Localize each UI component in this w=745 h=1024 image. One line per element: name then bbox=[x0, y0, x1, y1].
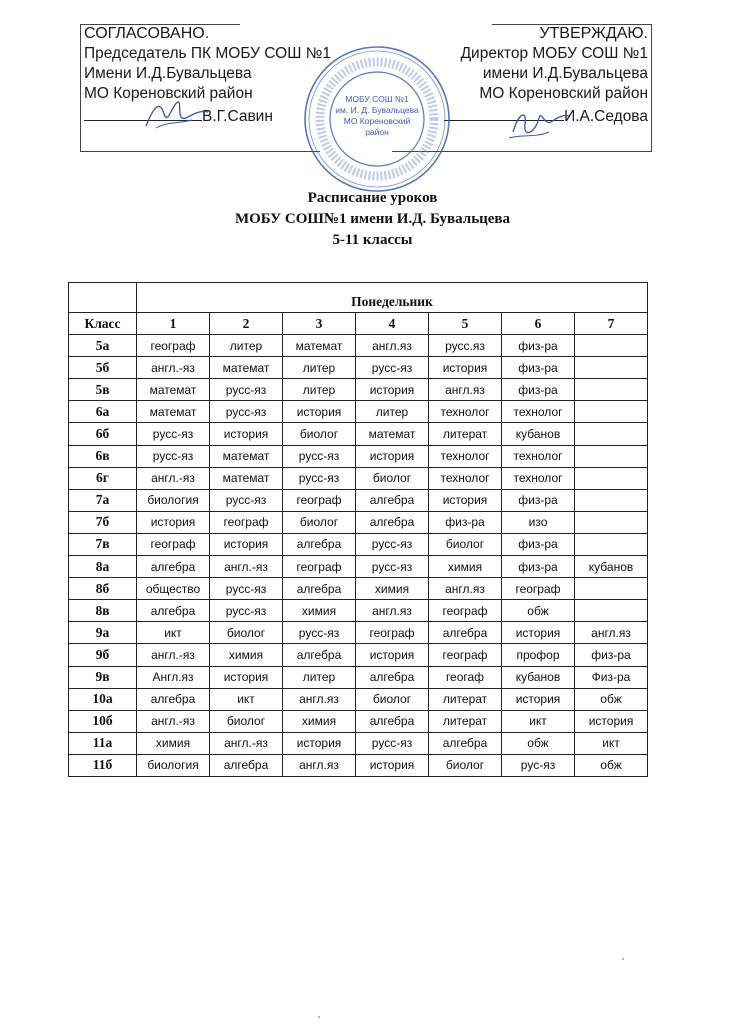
lesson-cell: технолог bbox=[502, 467, 575, 489]
lesson-cell: русс-яз bbox=[356, 533, 429, 555]
lesson-cell: русс-яз bbox=[283, 467, 356, 489]
lesson-cell: химия bbox=[210, 644, 283, 666]
lesson-cell: англ.яз bbox=[429, 578, 502, 600]
lesson-cell: история bbox=[283, 401, 356, 423]
lesson-cell: литерат bbox=[429, 423, 502, 445]
class-cell: 11а bbox=[69, 732, 137, 754]
lesson-cell bbox=[575, 335, 648, 357]
period-header: 3 bbox=[283, 313, 356, 335]
table-row bbox=[69, 666, 648, 688]
class-cell: 6в bbox=[69, 445, 137, 467]
lesson-cell: технолог bbox=[502, 401, 575, 423]
lesson-cell: история bbox=[575, 710, 648, 732]
lesson-cell: англ.яз bbox=[575, 622, 648, 644]
lesson-cell: физ-ра bbox=[502, 533, 575, 555]
lesson-cell: профор bbox=[502, 644, 575, 666]
lesson-cell: икт bbox=[575, 732, 648, 754]
lesson-cell: биолог bbox=[429, 754, 502, 776]
document-title bbox=[0, 188, 745, 251]
class-cell: 11б bbox=[69, 754, 137, 776]
lesson-cell: географ bbox=[429, 600, 502, 622]
table-row bbox=[69, 710, 648, 732]
lesson-cell: биолог bbox=[283, 423, 356, 445]
class-cell: 5а bbox=[69, 335, 137, 357]
lesson-cell: русс-яз bbox=[137, 423, 210, 445]
lesson-cell: геогаф bbox=[429, 666, 502, 688]
lesson-cell: обж bbox=[502, 600, 575, 622]
lesson-cell: биолог bbox=[356, 467, 429, 489]
lesson-cell: русс-яз bbox=[356, 357, 429, 379]
lesson-cell: литер bbox=[210, 335, 283, 357]
lesson-cell bbox=[575, 379, 648, 401]
table-row bbox=[69, 688, 648, 710]
title-line: МОБУ СОШ№1 имени И.Д. Бувальцева bbox=[234, 211, 511, 227]
lesson-cell: русс-яз bbox=[210, 600, 283, 622]
period-header: 1 bbox=[137, 313, 210, 335]
lesson-cell: англ.-яз bbox=[137, 467, 210, 489]
seal-text: район bbox=[365, 127, 389, 137]
lesson-cell: алгебра bbox=[283, 533, 356, 555]
lesson-cell bbox=[575, 578, 648, 600]
lesson-cell: биология bbox=[137, 754, 210, 776]
signer-name: И.А.Седова bbox=[564, 108, 648, 125]
lesson-cell: физ-ра bbox=[502, 335, 575, 357]
lesson-cell: кубанов bbox=[575, 556, 648, 578]
class-cell: 5в bbox=[69, 379, 137, 401]
scan-speck bbox=[318, 1016, 320, 1018]
table-row bbox=[69, 754, 648, 776]
lesson-cell: химия bbox=[429, 556, 502, 578]
lesson-cell: история bbox=[210, 423, 283, 445]
scan-speck bbox=[622, 958, 624, 960]
class-cell: 9а bbox=[69, 622, 137, 644]
lesson-cell: история bbox=[356, 379, 429, 401]
class-column-header: Класс bbox=[69, 313, 137, 335]
lesson-cell: математ bbox=[137, 379, 210, 401]
lesson-cell: история bbox=[429, 489, 502, 511]
lesson-cell: русс-яз bbox=[137, 445, 210, 467]
lesson-cell bbox=[575, 445, 648, 467]
table-row bbox=[69, 600, 648, 622]
lesson-cell: алгебра bbox=[356, 511, 429, 533]
lesson-cell: математ bbox=[210, 357, 283, 379]
lesson-cell: история bbox=[356, 754, 429, 776]
lesson-cell: физ-ра bbox=[502, 357, 575, 379]
lesson-cell: математ bbox=[356, 423, 429, 445]
official-seal bbox=[302, 44, 452, 194]
lesson-cell: русс-яз bbox=[283, 445, 356, 467]
class-cell: 9в bbox=[69, 666, 137, 688]
approval-heading: УТВЕРЖДАЮ. bbox=[539, 25, 648, 42]
approval-line: МО Кореновский район bbox=[84, 85, 253, 102]
lesson-cell: история bbox=[356, 644, 429, 666]
lesson-cell: русс-яз bbox=[210, 401, 283, 423]
lesson-cell bbox=[575, 600, 648, 622]
lesson-cell: русс-яз bbox=[356, 556, 429, 578]
lesson-cell: физ-ра bbox=[502, 489, 575, 511]
class-cell: 10б bbox=[69, 710, 137, 732]
lesson-cell: математ bbox=[283, 335, 356, 357]
lesson-cell: русс-яз bbox=[210, 379, 283, 401]
lesson-cell: англ.-яз bbox=[137, 710, 210, 732]
lesson-cell: икт bbox=[502, 710, 575, 732]
signer-name: В.Г.Савин bbox=[202, 108, 273, 125]
lesson-cell: географ bbox=[356, 622, 429, 644]
lesson-cell: математ bbox=[137, 401, 210, 423]
lesson-cell: литерат bbox=[429, 688, 502, 710]
lesson-cell: географ bbox=[137, 335, 210, 357]
signature-left-mark bbox=[142, 96, 212, 136]
schedule-table bbox=[68, 282, 648, 777]
title-line: 5-11 классы bbox=[332, 232, 413, 248]
lesson-cell: икт bbox=[210, 688, 283, 710]
schedule-body bbox=[69, 335, 648, 777]
period-header: 5 bbox=[429, 313, 502, 335]
table-row bbox=[69, 423, 648, 445]
lesson-cell: биолог bbox=[356, 688, 429, 710]
class-cell: 8б bbox=[69, 578, 137, 600]
lesson-cell: географ bbox=[210, 511, 283, 533]
lesson-cell: алгебра bbox=[356, 666, 429, 688]
lesson-cell: история bbox=[210, 666, 283, 688]
period-header: 6 bbox=[502, 313, 575, 335]
lesson-cell: англ.-яз bbox=[210, 556, 283, 578]
lesson-cell: географ bbox=[502, 578, 575, 600]
lesson-cell: англ.яз bbox=[283, 754, 356, 776]
lesson-cell bbox=[575, 357, 648, 379]
lesson-cell bbox=[575, 489, 648, 511]
table-row bbox=[69, 335, 648, 357]
class-cell: 6б bbox=[69, 423, 137, 445]
lesson-cell: икт bbox=[137, 622, 210, 644]
table-row bbox=[69, 644, 648, 666]
lesson-cell: географ bbox=[429, 644, 502, 666]
lesson-cell: англ.яз bbox=[429, 379, 502, 401]
lesson-cell: химия bbox=[137, 732, 210, 754]
lesson-cell: физ-ра bbox=[502, 379, 575, 401]
class-cell: 7б bbox=[69, 511, 137, 533]
table-row bbox=[69, 489, 648, 511]
lesson-cell: Англ.яз bbox=[137, 666, 210, 688]
lesson-cell: биолог bbox=[210, 710, 283, 732]
lesson-cell: географ bbox=[137, 533, 210, 555]
lesson-cell: кубанов bbox=[502, 423, 575, 445]
class-cell: 7а bbox=[69, 489, 137, 511]
lesson-cell: Физ-ра bbox=[575, 666, 648, 688]
lesson-cell: русс.яз bbox=[429, 335, 502, 357]
class-cell: 5б bbox=[69, 357, 137, 379]
period-header-row bbox=[69, 313, 648, 335]
lesson-cell: алгебра bbox=[210, 754, 283, 776]
lesson-cell: литер bbox=[283, 666, 356, 688]
lesson-cell: физ-ра bbox=[429, 511, 502, 533]
approval-line: Директор МОБУ СОШ №1 bbox=[460, 45, 648, 62]
lesson-cell bbox=[575, 401, 648, 423]
lesson-cell: история bbox=[502, 622, 575, 644]
lesson-cell: биология bbox=[137, 489, 210, 511]
title-line: Расписание уроков bbox=[307, 190, 438, 206]
approval-line: Имени И.Д.Бувальцева bbox=[84, 65, 252, 82]
lesson-cell: алгебра bbox=[429, 622, 502, 644]
table-row bbox=[69, 533, 648, 555]
class-cell: 6г bbox=[69, 467, 137, 489]
approval-line: имени И.Д.Бувальцева bbox=[482, 65, 648, 82]
lesson-cell: русс-яз bbox=[210, 489, 283, 511]
table-row bbox=[69, 401, 648, 423]
lesson-cell: алгебра bbox=[356, 489, 429, 511]
lesson-cell: рус-яз bbox=[502, 754, 575, 776]
lesson-cell bbox=[575, 511, 648, 533]
lesson-cell: математ bbox=[210, 467, 283, 489]
lesson-cell: русс-яз bbox=[356, 732, 429, 754]
table-row bbox=[69, 556, 648, 578]
lesson-cell: алгебра bbox=[137, 556, 210, 578]
lesson-cell: история bbox=[210, 533, 283, 555]
table-row bbox=[69, 379, 648, 401]
lesson-cell: технолог bbox=[429, 445, 502, 467]
table-row bbox=[69, 622, 648, 644]
table-row bbox=[69, 578, 648, 600]
lesson-cell: обж bbox=[575, 688, 648, 710]
lesson-cell: алгебра bbox=[137, 688, 210, 710]
class-cell: 7в bbox=[69, 533, 137, 555]
lesson-cell: технолог bbox=[429, 467, 502, 489]
lesson-cell: изо bbox=[502, 511, 575, 533]
seal-text: МО Кореновский bbox=[343, 116, 411, 126]
class-cell: 8а bbox=[69, 556, 137, 578]
lesson-cell: биолог bbox=[210, 622, 283, 644]
lesson-cell: обж bbox=[502, 732, 575, 754]
approval-heading: СОГЛАСОВАНО. bbox=[84, 25, 210, 42]
table-row bbox=[69, 511, 648, 533]
lesson-cell: физ-ра bbox=[575, 644, 648, 666]
lesson-cell: история bbox=[502, 688, 575, 710]
lesson-cell: обж bbox=[575, 754, 648, 776]
class-cell: 10а bbox=[69, 688, 137, 710]
lesson-cell: история bbox=[356, 445, 429, 467]
lesson-cell: литерат bbox=[429, 710, 502, 732]
approval-line: МО Кореновский район bbox=[479, 85, 648, 102]
empty-corner-cell bbox=[69, 283, 137, 313]
lesson-cell: математ bbox=[210, 445, 283, 467]
lesson-cell bbox=[575, 467, 648, 489]
lesson-cell: русс-яз bbox=[210, 578, 283, 600]
lesson-cell: алгебра bbox=[283, 578, 356, 600]
approval-line: Председатель ПК МОБУ СОШ №1 bbox=[84, 45, 331, 62]
lesson-cell: технолог bbox=[502, 445, 575, 467]
lesson-cell: биолог bbox=[283, 511, 356, 533]
lesson-cell: история bbox=[137, 511, 210, 533]
signature-right-mark bbox=[505, 104, 575, 146]
lesson-cell: литер bbox=[283, 357, 356, 379]
lesson-cell bbox=[575, 533, 648, 555]
lesson-cell: кубанов bbox=[502, 666, 575, 688]
day-header-row bbox=[69, 283, 648, 313]
lesson-cell: химия bbox=[356, 578, 429, 600]
lesson-cell: история bbox=[429, 357, 502, 379]
seal-text: им. И. Д. Бувальцева bbox=[335, 105, 419, 115]
lesson-cell: англ.-яз bbox=[137, 644, 210, 666]
lesson-cell: географ bbox=[283, 556, 356, 578]
lesson-cell: история bbox=[283, 732, 356, 754]
lesson-cell: химия bbox=[283, 600, 356, 622]
lesson-cell bbox=[575, 423, 648, 445]
table-row bbox=[69, 732, 648, 754]
period-header: 7 bbox=[575, 313, 648, 335]
lesson-cell: алгебра bbox=[137, 600, 210, 622]
lesson-cell: русс-яз bbox=[283, 622, 356, 644]
lesson-cell: химия bbox=[283, 710, 356, 732]
class-cell: 6а bbox=[69, 401, 137, 423]
lesson-cell: алгебра bbox=[429, 732, 502, 754]
lesson-cell: общество bbox=[137, 578, 210, 600]
lesson-cell: алгебра bbox=[356, 710, 429, 732]
class-cell: 8в bbox=[69, 600, 137, 622]
lesson-cell: англ.-яз bbox=[137, 357, 210, 379]
day-header: Понедельник bbox=[137, 283, 648, 313]
table-row bbox=[69, 357, 648, 379]
table-row bbox=[69, 445, 648, 467]
period-header: 2 bbox=[210, 313, 283, 335]
lesson-cell: технолог bbox=[429, 401, 502, 423]
lesson-cell: англ.яз bbox=[356, 335, 429, 357]
lesson-cell: англ.-яз bbox=[210, 732, 283, 754]
period-header: 4 bbox=[356, 313, 429, 335]
lesson-cell: литер bbox=[283, 379, 356, 401]
lesson-cell: физ-ра bbox=[502, 556, 575, 578]
seal-text: МОБУ СОШ №1 bbox=[345, 94, 409, 104]
lesson-cell: литер bbox=[356, 401, 429, 423]
lesson-cell: биолог bbox=[429, 533, 502, 555]
lesson-cell: англ.яз bbox=[356, 600, 429, 622]
lesson-cell: географ bbox=[283, 489, 356, 511]
table-row bbox=[69, 467, 648, 489]
lesson-cell: алгебра bbox=[283, 644, 356, 666]
lesson-cell: англ.яз bbox=[283, 688, 356, 710]
class-cell: 9б bbox=[69, 644, 137, 666]
